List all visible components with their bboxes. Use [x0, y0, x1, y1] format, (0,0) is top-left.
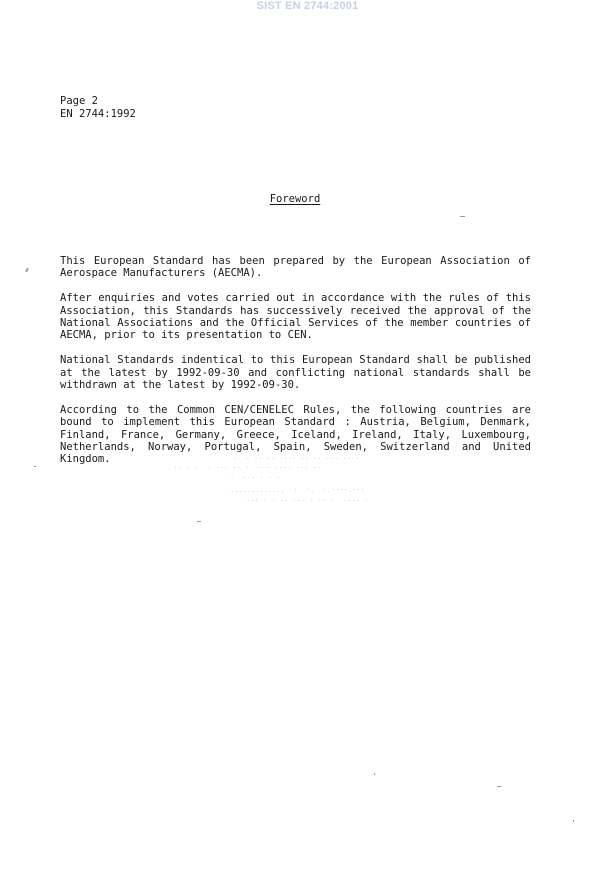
- scan-speck: [573, 820, 574, 822]
- foreword-body: [60, 255, 531, 478]
- paragraph-preparation: This European Standard has been prepared by the European Association of Aerospace Manufacturers (AECMA).: [60, 255, 531, 280]
- document-watermark: SIST EN 2744:2001: [256, 0, 359, 12]
- scan-speck: [497, 786, 501, 787]
- paragraph-publication-dates: National Standards indentical to this European Standard shall be published at the latest by 1992-09-30 and conflicting national standards shall be withdrawn at the latest by 1992-09-30.: [60, 354, 531, 392]
- faint-stamp-artifact: · · ·· ·· ···· ·· ·· ··· ····: [195, 455, 360, 463]
- scan-speck: [374, 773, 375, 775]
- scan-speck: [197, 521, 201, 522]
- faint-stamp-artifact: · ··· · · ·: [230, 474, 281, 482]
- page-number: Page 2: [60, 95, 98, 107]
- scan-speck: [34, 466, 36, 467]
- faint-stamp-artifact: ............. · ·. ·.····.···: [230, 486, 365, 494]
- faint-stamp-artifact: ·· · · · ··· ·· · ··· ···· ··· ··: [165, 464, 321, 472]
- standard-number: EN 2744:1992: [60, 107, 136, 120]
- scan-speck: [25, 268, 29, 272]
- foreword-title: Foreword: [269, 193, 321, 205]
- paragraph-countries: According to the Common CEN/CENELEC Rules, the following countries are bound to implement this European Standard : Austria, Belgium, Denmark, Finland, France, Germany, Greece, Iceland, Ireland, Italy, Luxembourg, Netherlands, Norway, Portugal, Spain, Sweden, Switzerland and United Kingdom.: [60, 403, 531, 466]
- paragraph-approval: After enquiries and votes carried out in accordance with the rules of this Association, this Standards has successively received the approval of the National Associations and the Official Services of the member countries of AECMA, prior to its presentation to CEN.: [60, 292, 531, 342]
- faint-stamp-artifact: ··· · · ·· ··· · ·· · ···· ·: [246, 497, 369, 505]
- scan-speck: [460, 216, 465, 217]
- page-header: [60, 95, 136, 120]
